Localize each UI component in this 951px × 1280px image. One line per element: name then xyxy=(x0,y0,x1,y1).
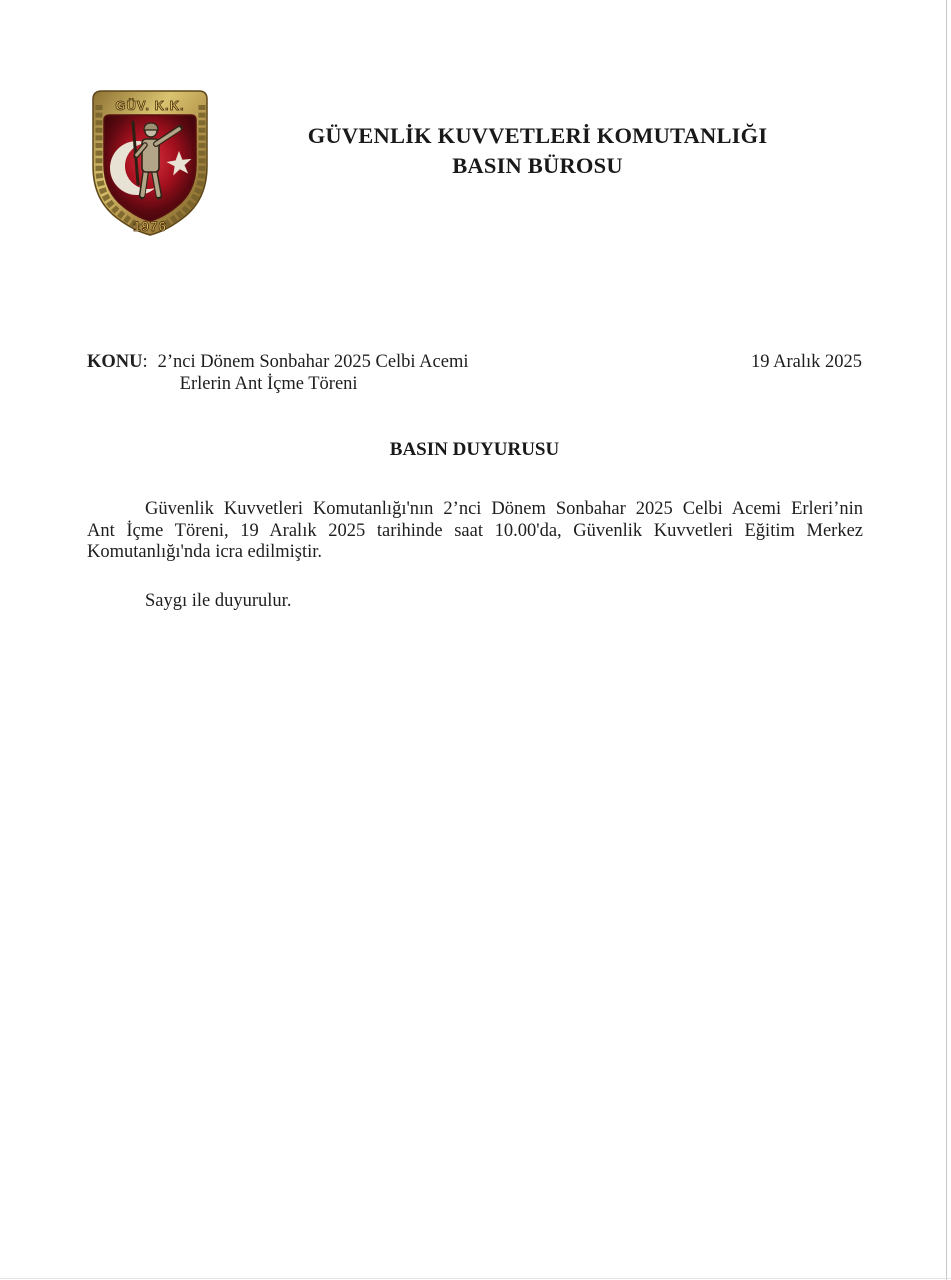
letterhead-title xyxy=(213,121,862,181)
document-date: 19 Aralık 2025 xyxy=(751,352,862,372)
subject-separator: : xyxy=(142,352,148,372)
closing-line: Saygı ile duyurulur. xyxy=(145,591,292,611)
letterhead-title-line2: BASIN BÜROSU xyxy=(452,153,623,178)
announcement-body xyxy=(87,499,863,564)
body-line: Ant İçme Töreni, 19 Aralık 2025 tarihinde saat 10.00'da, Güvenlik Kuvvetleri Eğitim Merkez xyxy=(87,520,863,541)
emblem-unit-text: GÜV. K.K. xyxy=(115,98,185,113)
page-bottom-edge xyxy=(0,1278,951,1279)
subject-line2: Erlerin Ant İçme Töreni xyxy=(179,374,358,395)
subject-date-row xyxy=(87,351,862,396)
subject-line1: 2’nci Dönem Sonbahar 2025 Celbi Acemi xyxy=(157,352,469,372)
subject-text xyxy=(158,351,469,396)
body-line: Komutanlığı'nda icra edilmiştir. xyxy=(87,542,323,563)
page-right-edge xyxy=(946,0,947,1280)
emblem-year-text: 1976 xyxy=(132,219,168,234)
gkk-emblem xyxy=(88,88,213,240)
body-line: Güvenlik Kuvvetleri Komutanlığı'nın 2’nci Dönem Sonbahar 2025 Celbi Acemi Erleri’nin xyxy=(145,499,863,519)
subject-label: KONU xyxy=(87,352,143,372)
gkk-emblem-badge xyxy=(88,88,213,240)
letterhead-title-line1: GÜVENLİK KUVVETLERİ KOMUTANLIĞI xyxy=(307,123,768,148)
announcement-title: BASIN DUYURUSU xyxy=(389,439,560,460)
